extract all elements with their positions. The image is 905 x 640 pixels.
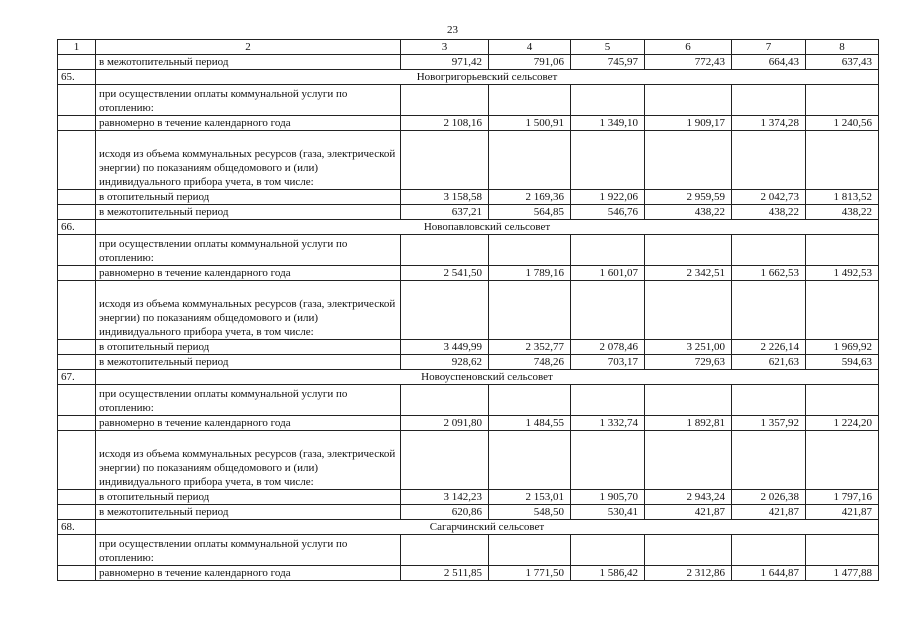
value-cell: 3 142,23 [401,490,489,505]
row-label: исходя из объема коммунальных ресурсов (газа, электрической энергии) по показаниям общедомового и (или) индивидуального прибора учета, в том числе: [96,281,401,340]
value-cell: 2 342,51 [645,266,732,281]
value-cell [806,85,879,116]
row-number-cell [58,131,96,190]
table-body [58,40,879,581]
row-number-cell [58,85,96,116]
value-cell: 621,63 [732,355,806,370]
row-number-cell [58,281,96,340]
tariff-table [57,39,879,581]
value-cell [489,281,571,340]
row-number-cell [58,355,96,370]
value-cell: 1 484,55 [489,416,571,431]
value-cell [571,85,645,116]
column-number: 6 [645,40,732,55]
value-cell [571,131,645,190]
row-label: при осуществлении оплаты коммунальной услуги по отоплению: [96,385,401,416]
value-cell: 971,42 [401,55,489,70]
row-label: в отопительный период [96,340,401,355]
value-cell: 703,17 [571,355,645,370]
section-title: Сагарчинский сельсовет [96,520,879,535]
value-cell: 1 969,92 [806,340,879,355]
value-cell [645,85,732,116]
value-cell [645,131,732,190]
value-cell: 1 905,70 [571,490,645,505]
row-number-cell [58,190,96,205]
value-cell: 745,97 [571,55,645,70]
table-row [58,490,879,505]
row-number-cell [58,266,96,281]
value-cell: 748,26 [489,355,571,370]
value-cell [732,431,806,490]
value-cell [806,431,879,490]
row-label: равномерно в течение календарного года [96,566,401,581]
section-number: 68. [58,520,96,535]
value-cell: 2 169,36 [489,190,571,205]
value-cell [732,385,806,416]
table-row [58,205,879,220]
value-cell: 564,85 [489,205,571,220]
section-title-row [58,370,879,385]
value-cell [645,431,732,490]
row-label: при осуществлении оплаты коммунальной услуги по отоплению: [96,535,401,566]
value-cell [732,535,806,566]
section-number: 67. [58,370,96,385]
value-cell [806,535,879,566]
value-cell [401,385,489,416]
value-cell: 3 449,99 [401,340,489,355]
row-label: равномерно в течение календарного года [96,416,401,431]
value-cell: 1 349,10 [571,116,645,131]
value-cell [645,281,732,340]
section-title-row [58,220,879,235]
row-number-cell [58,340,96,355]
value-cell [489,431,571,490]
value-cell: 1 922,06 [571,190,645,205]
value-cell [645,535,732,566]
row-number-cell [58,416,96,431]
value-cell [489,535,571,566]
value-cell [571,235,645,266]
row-label: в межотопительный период [96,505,401,520]
table-row [58,266,879,281]
value-cell: 1 662,53 [732,266,806,281]
section-title: Новоуспеновский сельсовет [96,370,879,385]
table-row [58,85,879,116]
value-cell: 1 813,52 [806,190,879,205]
value-cell [806,131,879,190]
column-number-row [58,40,879,55]
value-cell: 1 892,81 [645,416,732,431]
table-row [58,131,879,190]
value-cell: 546,76 [571,205,645,220]
column-number: 1 [58,40,96,55]
value-cell: 2 091,80 [401,416,489,431]
column-number: 3 [401,40,489,55]
value-cell: 1 644,87 [732,566,806,581]
table-row [58,116,879,131]
value-cell: 421,87 [645,505,732,520]
value-cell: 2 226,14 [732,340,806,355]
table-row [58,235,879,266]
value-cell: 1 601,07 [571,266,645,281]
row-label: в отопительный период [96,190,401,205]
value-cell [806,385,879,416]
table-row [58,416,879,431]
table-row [58,385,879,416]
value-cell: 2 943,24 [645,490,732,505]
row-number-cell [58,490,96,505]
value-cell [401,281,489,340]
value-cell: 594,63 [806,355,879,370]
table-row [58,190,879,205]
value-cell: 928,62 [401,355,489,370]
value-cell: 1 586,42 [571,566,645,581]
row-label: в отопительный период [96,490,401,505]
row-number-cell [58,535,96,566]
value-cell: 1 224,20 [806,416,879,431]
row-number-cell [58,235,96,266]
value-cell: 2 511,85 [401,566,489,581]
value-cell: 637,21 [401,205,489,220]
value-cell [732,235,806,266]
value-cell [806,281,879,340]
value-cell: 2 959,59 [645,190,732,205]
value-cell: 2 108,16 [401,116,489,131]
value-cell: 1 332,74 [571,416,645,431]
table-row [58,355,879,370]
value-cell: 620,86 [401,505,489,520]
value-cell: 2 541,50 [401,266,489,281]
value-cell: 1 797,16 [806,490,879,505]
row-number-cell [58,431,96,490]
value-cell: 1 771,50 [489,566,571,581]
column-number: 7 [732,40,806,55]
row-number-cell [58,385,96,416]
value-cell [401,535,489,566]
table-row [58,281,879,340]
section-title-row [58,520,879,535]
value-cell: 1 240,56 [806,116,879,131]
value-cell: 729,63 [645,355,732,370]
value-cell: 1 909,17 [645,116,732,131]
value-cell [732,281,806,340]
value-cell: 438,22 [732,205,806,220]
value-cell: 791,06 [489,55,571,70]
section-title-row [58,70,879,85]
value-cell [806,235,879,266]
value-cell: 637,43 [806,55,879,70]
value-cell [401,431,489,490]
value-cell [489,235,571,266]
value-cell: 2 312,86 [645,566,732,581]
value-cell [401,85,489,116]
column-number: 2 [96,40,401,55]
value-cell: 1 357,92 [732,416,806,431]
row-number-cell [58,116,96,131]
value-cell [489,385,571,416]
value-cell: 3 158,58 [401,190,489,205]
value-cell: 772,43 [645,55,732,70]
table-row [58,505,879,520]
value-cell [645,235,732,266]
value-cell: 1 492,53 [806,266,879,281]
value-cell [732,131,806,190]
value-cell: 664,43 [732,55,806,70]
page-number: 23 [447,24,458,36]
value-cell: 421,87 [806,505,879,520]
value-cell: 530,41 [571,505,645,520]
row-label: равномерно в течение календарного года [96,266,401,281]
row-number-cell [58,566,96,581]
row-label: исходя из объема коммунальных ресурсов (газа, электрической энергии) по показаниям общедомового и (или) индивидуального прибора учета, в том числе: [96,131,401,190]
column-number: 8 [806,40,879,55]
value-cell [401,131,489,190]
table-row [58,340,879,355]
value-cell: 1 500,91 [489,116,571,131]
row-number-cell [58,55,96,70]
column-number: 5 [571,40,645,55]
value-cell [401,235,489,266]
value-cell [571,535,645,566]
row-label: в межотопительный период [96,205,401,220]
value-cell [489,131,571,190]
value-cell: 1 789,16 [489,266,571,281]
row-label: равномерно в течение календарного года [96,116,401,131]
table-row [58,535,879,566]
row-label: в межотопительный период [96,55,401,70]
column-number: 4 [489,40,571,55]
value-cell [645,385,732,416]
value-cell: 2 042,73 [732,190,806,205]
value-cell: 2 352,77 [489,340,571,355]
value-cell [489,85,571,116]
row-label: при осуществлении оплаты коммунальной услуги по отоплению: [96,85,401,116]
section-title: Новогригорьевский сельсовет [96,70,879,85]
row-label: в межотопительный период [96,355,401,370]
table-row [58,431,879,490]
row-number-cell [58,205,96,220]
value-cell: 2 153,01 [489,490,571,505]
value-cell: 3 251,00 [645,340,732,355]
value-cell: 438,22 [645,205,732,220]
value-cell: 438,22 [806,205,879,220]
row-label: при осуществлении оплаты коммунальной услуги по отоплению: [96,235,401,266]
value-cell: 421,87 [732,505,806,520]
value-cell: 2 078,46 [571,340,645,355]
section-number: 66. [58,220,96,235]
value-cell: 1 477,88 [806,566,879,581]
table-row [58,566,879,581]
value-cell [571,431,645,490]
value-cell [571,385,645,416]
row-number-cell [58,505,96,520]
row-label: исходя из объема коммунальных ресурсов (газа, электрической энергии) по показаниям общедомового и (или) индивидуального прибора учета, в том числе: [96,431,401,490]
value-cell [732,85,806,116]
value-cell: 1 374,28 [732,116,806,131]
value-cell: 548,50 [489,505,571,520]
table-row [58,55,879,70]
section-number: 65. [58,70,96,85]
value-cell [571,281,645,340]
value-cell: 2 026,38 [732,490,806,505]
section-title: Новопавловский сельсовет [96,220,879,235]
